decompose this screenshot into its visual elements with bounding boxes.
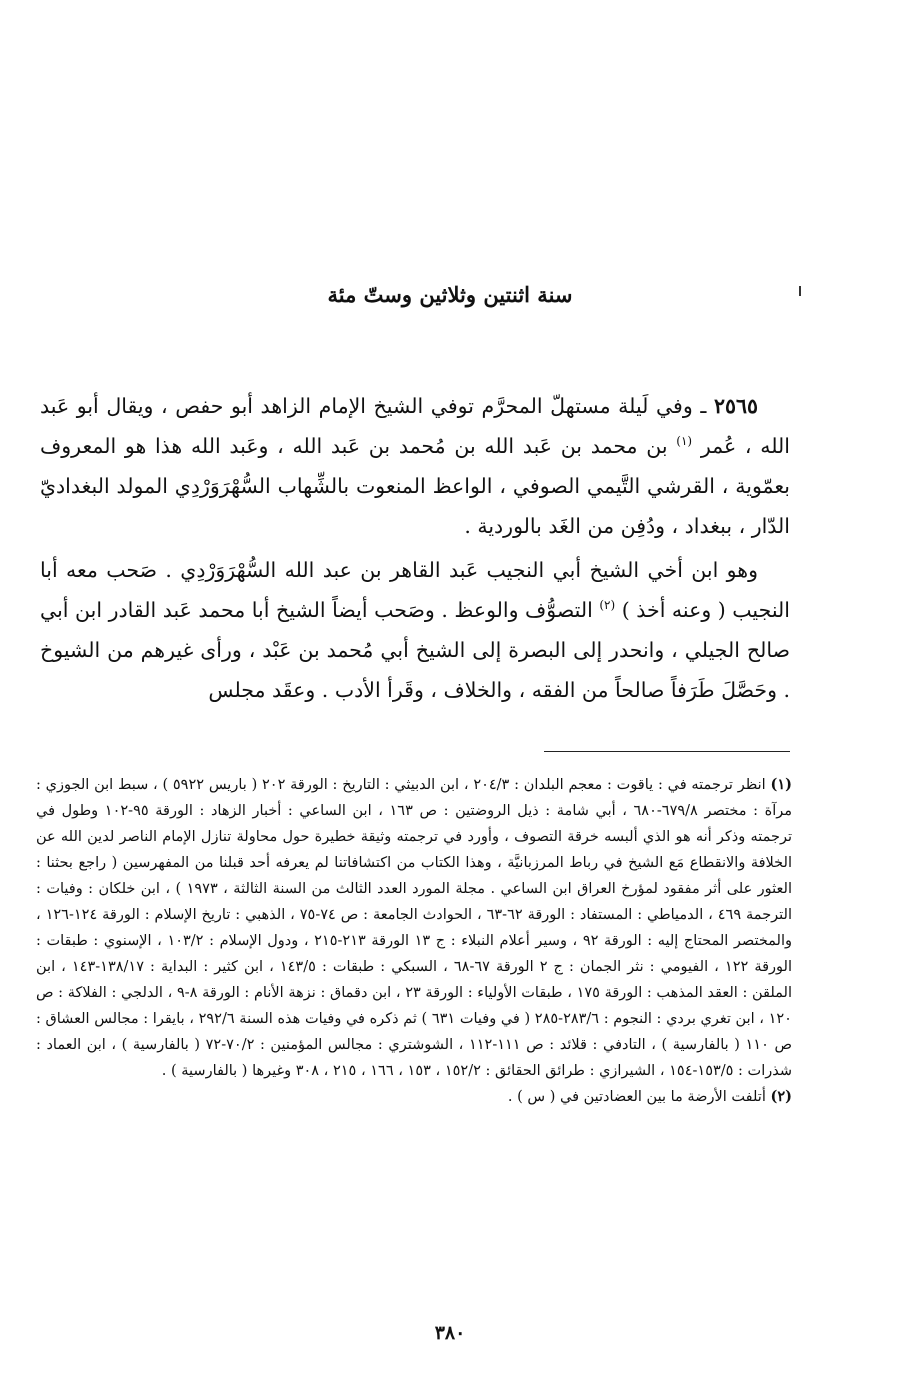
footnote-1-number: (١) xyxy=(770,776,793,793)
entry-text-1a: ـ وفي لَيلة مستهلّ المحرَّم توفي الشيخ الإمام الزاهد أبو حفص ، ويقال أبو عَبد الله ، عُمر xyxy=(40,394,790,458)
footnote-2-number: (٢) xyxy=(770,1088,792,1105)
footnote-ref-1[interactable]: (١) xyxy=(676,434,693,449)
chapter-title: سنة اثنتين وثلاثين وستّ مئة xyxy=(327,282,573,307)
entry-paragraph-1 xyxy=(40,386,790,546)
footnote-1 xyxy=(36,772,792,1084)
footnotes xyxy=(36,772,792,1110)
footnote-2-text: أتلفت الأرضة ما بين العضادتين في ( س ) . xyxy=(507,1089,766,1105)
footnote-ref-2[interactable]: (٢) xyxy=(599,598,616,613)
entry-text-2a: وهو ابن أخي الشيخ أبي النجيب عَبد القاهر بن عبد الله السُّهْرَوَرْدِي . صَحب معه أبا النجيب ( وعنه أخذ ) xyxy=(40,558,790,622)
entry-number: ٢٥٦٥ xyxy=(713,394,758,418)
main-text xyxy=(40,386,790,710)
footnote-2 xyxy=(36,1084,792,1110)
page-number: ٣٨٠ xyxy=(434,1322,466,1344)
entry-text-2b: التصوُّف والوعظ . وصَحب أيضاً الشيخ أبا محمد عَبد القادر ابن أبي صالح الجيلي ، وانحدر إلى البصرة إلى الشيخ أبي مُحمد بن عَبْد ، ورأى غيرهم من الشيوخ . وحَصَّلَ طَرَفاً صالحاً من الفقه ، والخلاف ، وقَرأ الأدب . وعقَد مجلس xyxy=(40,598,790,702)
footnote-divider xyxy=(544,751,790,752)
footnote-1-text: انظر ترجمته في : ياقوت : معجم البلدان : ٢٠٤/٣ ، ابن الدبيثي : التاريخ : الورقة ٢٠٢ ( باريس ٥٩٢٢ ) ، سبط ابن الجوزي : مرآة : مختصر ٦٧٩/٨-٦٨٠ ، أبي شامة : ذيل الروضتين : ص ١٦٣ ، ابن الساعي : أخبار الزهاد : الورقة ٩٥-١٠٢ وطول في ترجمته وذكر أنه هو الذي ألبسه خرقة التصوف ، وأورد في ترجمته وثيقة خطيرة حول محاولة تنازل الإمام الناصر لدين الله عن الخلافة والانقطاع مَع الشيخ في رباط المرزبانيَّة ، وهذا الكتاب من اكتشافاتنا لم يعرفه أحد قبلنا من المفهرسين ( راجع بحثنا : العثور على أثر مفقود لمؤرخ العراق ابن الساعي . مجلة المورد العدد الثالث من السنة الثالثة ، ١٩٧٣ ) ، ابن خلكان : وفيات : الترجمة ٤٦٩ ، الدمياطي : المستفاد : الورقة ٦٢-٦٣ ، الحوادث الجامعة : ص ٧٤-٧٥ ، الذهبي : تاريخ الإسلام : الورقة ١٢٤-١٢٦ ، والمختصر المحتاج إليه : الورقة ٩٢ ، وسير أعلام النبلاء : ج ١٣ الورقة ٢١٣-٢١٥ ، ودول الإسلام : ١٠٣/٢ ، الإسنوي : طبقات : الورقة ١٢٢ ، الفيومي : نثر الجمان : ج ٢ الورقة ٦٧-٦٨ ، السبكي : طبقات : ١٤٣/٥ ، ابن كثير : البداية : ١٣٨/١٧-١٤٣ ، ابن الملقن : العقد المذهب : الورقة ١٧٥ ، طبقات الأولياء : الورقة ٢٣ ، ابن دقماق : نزهة الأنام : الورقة ٨-٩ ، الدلجي : الفلاكة : ص ١٢٠ ، ابن تغري بردي : النجوم : ٢٨٣/٦-٢٨٥ ( في وفيات ٦٣١ ) ثم ذكره في وفيات هذه السنة ٢٩٢/٦ ، بايقرا : مجالس العشاق : ص ١١٠ ( بالفارسية ) ، التادفي : قلائد : ص ١١١-١١٢ ، الشوشتري : مجالس المؤمنين : ٧٠/٢-٧٢ ( بالفارسية ) ، ابن العماد : شذرات : ١٥٣/٥-١٥٤ ، الشيرازي : طرائق الحقائق : ١٥٢/٢ ، ١٥٣ ، ١٦٦ ، ٢١٥ ، ٣٠٨ وغيرها ( بالفارسية ) . xyxy=(36,777,793,1079)
entry-text-1b: بن محمد بن عَبد الله بن مُحمد بن عَبد الله ، وعَبد الله هذا هو المعروف بعمّوية ، القرشي التَّيمي الصوفي ، الواعظ المنعوت بالشِّهاب السُّهْرَوَرْدِي المولد البغداديّ الدّار ، ببغداد ، ودُفِن من الغَد بالوردية . xyxy=(40,434,790,538)
entry-paragraph-2 xyxy=(40,550,790,710)
margin-tick-mark xyxy=(799,286,801,296)
